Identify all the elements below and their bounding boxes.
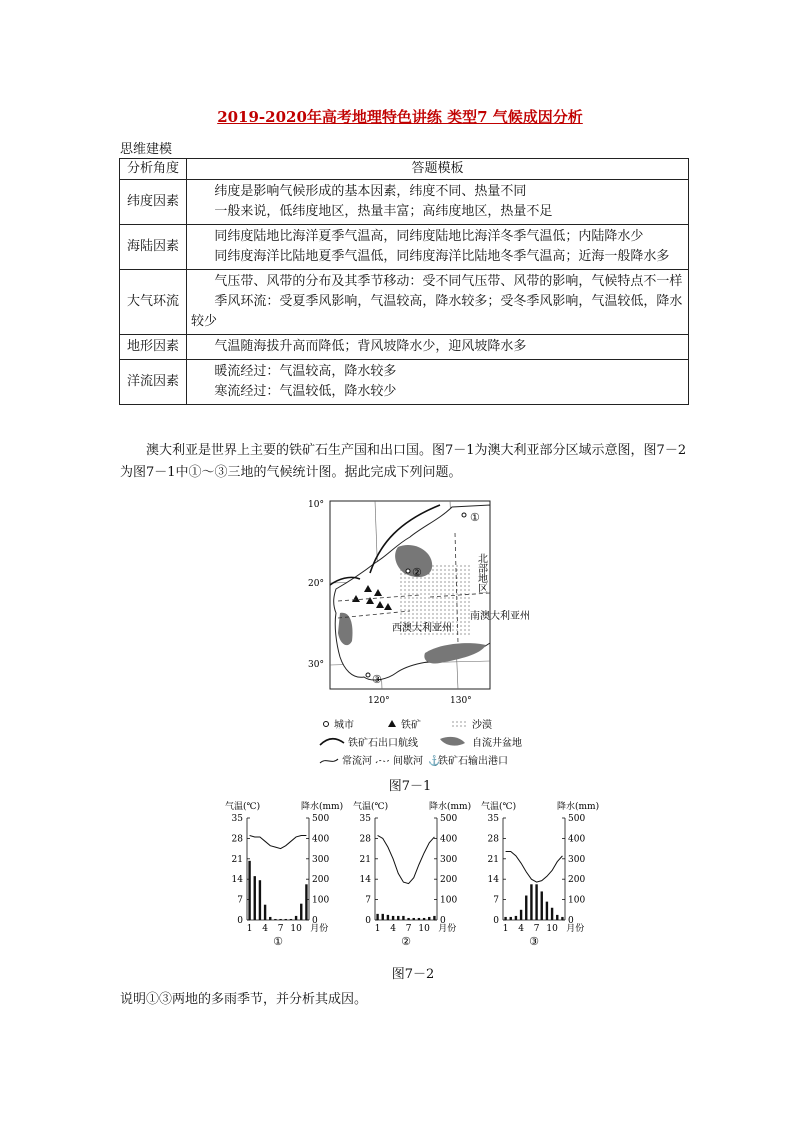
precip-tick-label: 200 — [440, 875, 458, 886]
template-line: 季风环流：受夏季风影响，气温较高，降水较多；受冬季风影响，气温较低，降水较少 — [191, 294, 683, 329]
temp-tick-label: 14 — [487, 875, 499, 886]
svg-text:铁矿石输出港口: 铁矿石输出港口 — [438, 756, 508, 767]
precip-bar — [407, 918, 409, 920]
x-tick-label: 4 — [262, 924, 268, 934]
precip-bar — [541, 891, 543, 920]
precip-bar — [418, 918, 420, 920]
row-template — [187, 270, 689, 335]
temp-line — [506, 852, 563, 883]
temp-tick-label: 14 — [231, 875, 243, 886]
map-caption: 图7－1 — [388, 779, 432, 794]
precip-bar — [264, 905, 266, 920]
precip-bar — [423, 918, 425, 920]
row-template — [187, 360, 689, 405]
lat-label: 10° — [308, 500, 324, 510]
svg-text:铁矿: 铁矿 — [401, 720, 421, 731]
temp-tick-label: 21 — [231, 854, 243, 865]
precip-tick-label: 100 — [440, 895, 458, 906]
precip-bar — [259, 880, 261, 920]
temp-tick-label: 7 — [493, 895, 499, 906]
row-angle: 大气环流 — [120, 270, 187, 335]
temp-axis-title: 气温(℃) — [481, 802, 517, 812]
template-table — [119, 158, 689, 405]
precip-tick-label: 0 — [312, 916, 318, 926]
climate-chart-2 — [353, 800, 471, 948]
x-tick-label: 1 — [502, 924, 509, 934]
x-tick-label: 10 — [418, 924, 430, 934]
x-tick-label: 4 — [518, 924, 524, 934]
svg-text:间歇河: 间歇河 — [393, 756, 423, 767]
region-west: 西澳大利亚州 — [392, 623, 452, 634]
x-unit-label: 月份 — [438, 924, 457, 934]
temp-tick-label: 28 — [231, 834, 243, 845]
lat-label: 20° — [308, 579, 324, 589]
precip-bar — [428, 917, 430, 920]
precip-tick-label: 300 — [440, 854, 458, 865]
table-row — [120, 335, 689, 360]
climate-chart-1 — [225, 800, 343, 948]
document-title: 2019-2020年高考地理特色讲练 类型7 气候成因分析 — [217, 108, 583, 126]
x-tick-label: 7 — [277, 924, 284, 934]
temp-line — [378, 835, 435, 883]
precip-tick-label: 400 — [440, 834, 458, 845]
x-tick-label: 10 — [546, 924, 558, 934]
row-template — [187, 225, 689, 270]
table-header-row — [120, 159, 689, 180]
svg-text:城市: 城市 — [334, 720, 354, 731]
precip-bar — [285, 919, 287, 920]
temp-line — [250, 835, 307, 848]
precip-bar — [300, 904, 302, 920]
template-line: 气压带、风带的分布及其季节移动：受不同气压带、风带的影响，气候特点不一样 — [214, 274, 683, 289]
template-line: 寒流经过：气温较低，降水较少 — [214, 384, 397, 399]
header-angle: 分析角度 — [120, 159, 187, 180]
template-line: 气温随海拔升高而降低；背风坡降水少，迎风坡降水多 — [214, 339, 527, 354]
precip-bar — [433, 916, 435, 920]
template-line: 同纬度陆地比海洋夏季气温高，同纬度陆地比海洋冬季气温低；内陆降水少 — [214, 229, 644, 244]
precip-tick-label: 200 — [312, 875, 330, 886]
precip-bar — [561, 917, 563, 920]
intro-paragraph: 澳大利亚是世界上主要的铁矿石生产国和出口国。图7－1为澳大利亚部分区域示意图，图7－2为图7－1中①～③三地的气候统计图。据此完成下列问题。 — [120, 443, 687, 480]
precip-bar — [305, 884, 307, 920]
lat-label: 30° — [308, 660, 324, 670]
x-tick-label: 7 — [533, 924, 540, 934]
temp-tick-label: 21 — [359, 854, 371, 865]
precip-bar — [397, 916, 399, 920]
template-line: 纬度是影响气候形成的基本因素，纬度不同、热量不同 — [214, 184, 527, 199]
precip-bar — [248, 861, 250, 920]
precip-bar — [510, 917, 512, 920]
temp-tick-label: 35 — [231, 814, 243, 824]
row-angle: 海陆因素 — [120, 225, 187, 270]
table-row — [120, 225, 689, 270]
precip-bar — [274, 919, 276, 920]
precip-tick-label: 500 — [568, 814, 586, 824]
precip-bar — [504, 917, 506, 920]
temp-tick-label: 0 — [493, 916, 499, 926]
precip-tick-label: 100 — [312, 895, 330, 906]
temp-tick-label: 0 — [365, 916, 371, 926]
chart-name: ② — [401, 935, 411, 948]
row-angle: 纬度因素 — [120, 180, 187, 225]
marker-3: ③ — [372, 673, 382, 686]
precip-bar — [254, 876, 256, 920]
svg-text:沙漠: 沙漠 — [472, 720, 492, 731]
x-tick-label: 1 — [374, 924, 381, 934]
precip-tick-label: 100 — [568, 895, 586, 906]
precip-tick-label: 400 — [568, 834, 586, 845]
lon-label: 120° — [368, 696, 390, 706]
temp-tick-label: 35 — [359, 814, 371, 824]
temp-tick-label: 7 — [237, 895, 243, 906]
marker-1: ① — [470, 511, 480, 524]
precip-bar — [525, 896, 527, 920]
precip-tick-label: 300 — [568, 854, 586, 865]
precip-axis-title: 降水(mm) — [429, 802, 472, 812]
temp-tick-label: 28 — [359, 834, 371, 845]
template-line: 同纬度海洋比陆地夏季气温低，同纬度海洋比陆地冬季气温高；近海一般降水多 — [214, 249, 670, 264]
precip-axis-title: 降水(mm) — [557, 802, 600, 812]
row-template — [187, 180, 689, 225]
table-row — [120, 180, 689, 225]
precip-tick-label: 500 — [440, 814, 458, 824]
table-row — [120, 360, 689, 405]
precip-tick-label: 500 — [312, 814, 330, 824]
section-label: 思维建模 — [120, 142, 173, 157]
region-south: 南澳大利亚州 — [470, 611, 530, 622]
precip-bar — [387, 915, 389, 920]
chart-name: ① — [273, 935, 283, 948]
temp-tick-label: 21 — [487, 854, 499, 865]
question-text: 说明①③两地的多雨季节，并分析其成因。 — [120, 992, 368, 1007]
precip-bar — [382, 914, 384, 920]
precip-bar — [269, 917, 271, 920]
svg-text:铁矿石出口航线: 铁矿石出口航线 — [348, 738, 418, 749]
svg-text:常流河: 常流河 — [342, 756, 372, 767]
precip-bar — [546, 902, 548, 920]
temp-tick-label: 7 — [365, 895, 371, 906]
chart-name: ③ — [529, 935, 539, 948]
temp-tick-label: 35 — [487, 814, 499, 824]
precip-bar — [295, 916, 297, 920]
map-legend — [320, 718, 522, 767]
precip-tick-label: 200 — [568, 875, 586, 886]
row-template — [187, 335, 689, 360]
x-unit-label: 月份 — [310, 924, 329, 934]
precip-bar — [402, 916, 404, 920]
svg-text:自流井盆地: 自流井盆地 — [472, 738, 522, 749]
precip-tick-label: 400 — [312, 834, 330, 845]
australia-map — [300, 493, 530, 783]
precip-bar — [392, 916, 394, 920]
precip-axis-title: 降水(mm) — [301, 802, 344, 812]
precip-bar — [279, 919, 281, 920]
region-north: 北部地区 — [475, 553, 487, 593]
template-line: 一般来说，低纬度地区，热量丰富；高纬度地区，热量不足 — [214, 204, 553, 219]
precip-tick-label: 300 — [312, 854, 330, 865]
precip-bar — [530, 884, 532, 920]
precip-tick-label: 0 — [440, 916, 446, 926]
row-angle: 洋流因素 — [120, 360, 187, 405]
precip-bar — [520, 910, 522, 920]
table-row — [120, 270, 689, 335]
svg-text:⚓: ⚓ — [428, 756, 441, 767]
climate-chart-3 — [481, 800, 599, 948]
header-template: 答题模板 — [187, 159, 689, 180]
precip-bar — [515, 916, 517, 920]
marker-2: ② — [412, 566, 422, 579]
precip-bar — [551, 908, 553, 920]
x-tick-label: 4 — [390, 924, 396, 934]
x-tick-label: 10 — [290, 924, 302, 934]
temp-axis-title: 气温(℃) — [353, 802, 389, 812]
precip-bar — [290, 919, 292, 920]
template-line: 暖流经过：气温较高，降水较多 — [214, 364, 397, 379]
precip-tick-label: 0 — [568, 916, 574, 926]
charts-caption: 图7－2 — [391, 967, 435, 982]
x-tick-label: 7 — [405, 924, 412, 934]
precip-bar — [535, 884, 537, 920]
climate-charts — [225, 798, 625, 958]
precip-bar — [413, 918, 415, 920]
temp-axis-title: 气温(℃) — [225, 802, 261, 812]
x-tick-label: 1 — [246, 924, 253, 934]
x-unit-label: 月份 — [566, 924, 585, 934]
precip-bar — [556, 915, 558, 920]
row-angle: 地形因素 — [120, 335, 187, 360]
lon-label: 130° — [450, 696, 472, 706]
temp-tick-label: 14 — [359, 875, 371, 886]
temp-tick-label: 28 — [487, 834, 499, 845]
precip-bar — [376, 914, 378, 920]
temp-tick-label: 0 — [237, 916, 243, 926]
